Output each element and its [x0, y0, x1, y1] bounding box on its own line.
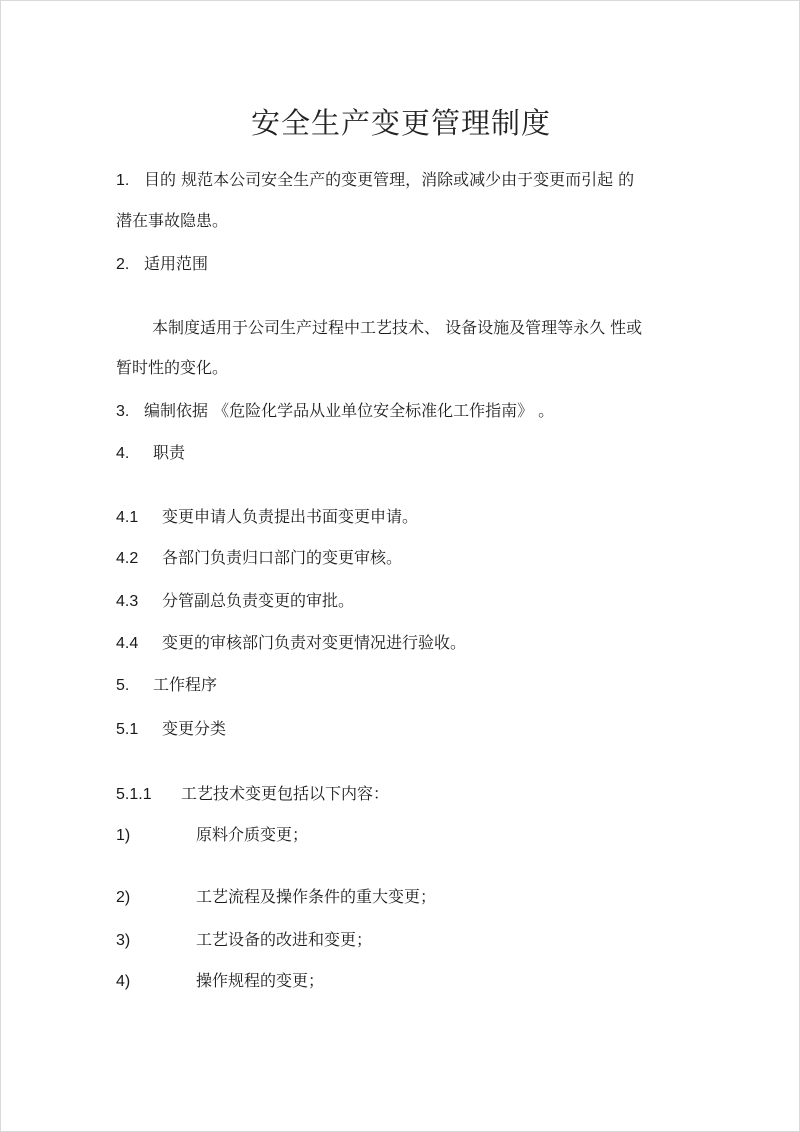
list-item-number: 4) — [116, 973, 131, 990]
section-text: 目的 规范本公司安全生产的变更管理，消除或减少由于变更而引起 的 — [144, 170, 635, 189]
section-text: 工作程序 — [153, 675, 218, 694]
section-2-body: 本制度适用于公司生产过程中工艺技术、 设备设施及管理等永久 性或 — [152, 318, 643, 337]
section-text: 分管副总负责变更的审批。 — [162, 591, 355, 610]
document-title: 安全生产变更管理制度 — [250, 106, 551, 140]
list-item — [116, 886, 436, 909]
section-number: 4. — [116, 445, 130, 462]
section-text: 适用范围 — [144, 254, 209, 273]
list-item-number: 1) — [116, 827, 131, 844]
list-item — [116, 929, 372, 952]
section-4-4 — [116, 632, 466, 655]
section-number: 4.2 — [116, 550, 139, 567]
section-text: 变更的审核部门负责对变更情况进行验收。 — [162, 633, 467, 652]
list-item-text: 工艺设备的改进和变更； — [196, 930, 373, 949]
section-number: 1. — [116, 172, 130, 189]
section-number: 4.1 — [116, 509, 139, 526]
section-5-1-1 — [116, 783, 389, 806]
section-number: 4.3 — [116, 593, 139, 610]
section-4-3 — [116, 590, 354, 613]
section-text: 变更申请人负责提出书面变更申请。 — [162, 507, 419, 526]
list-item — [116, 970, 324, 993]
list-item — [116, 824, 308, 847]
list-item-text: 工艺流程及操作条件的重大变更； — [196, 887, 437, 906]
section-number: 5. — [116, 677, 130, 694]
section-number: 3. — [116, 403, 130, 420]
section-3 — [116, 400, 554, 423]
list-item-text: 原料介质变更； — [196, 825, 309, 844]
section-1-continuation: 潜在事故隐患。 — [116, 211, 229, 230]
section-5-1 — [116, 718, 226, 741]
section-text: 工艺技术变更包括以下内容： — [181, 784, 390, 803]
section-number: 5.1.1 — [116, 786, 152, 803]
section-1 — [116, 169, 634, 192]
section-4-1 — [116, 506, 418, 529]
section-text: 编制依据 《危险化学品从业单位安全标准化工作指南》 。 — [144, 401, 555, 420]
section-5 — [116, 674, 217, 697]
section-number: 4.4 — [116, 635, 139, 652]
list-item-text: 操作规程的变更； — [196, 971, 325, 990]
section-text: 职责 — [153, 443, 186, 462]
section-2-body-continuation: 暂时性的变化。 — [116, 358, 229, 377]
section-text: 变更分类 — [162, 719, 227, 738]
section-4-2 — [116, 547, 402, 570]
section-4 — [116, 442, 185, 465]
list-item-number: 3) — [116, 932, 131, 949]
section-number: 5.1 — [116, 721, 139, 738]
section-text: 各部门负责归口部门的变更审核。 — [162, 548, 403, 567]
section-number: 2. — [116, 256, 130, 273]
list-item-number: 2) — [116, 889, 131, 906]
section-2 — [116, 253, 208, 276]
